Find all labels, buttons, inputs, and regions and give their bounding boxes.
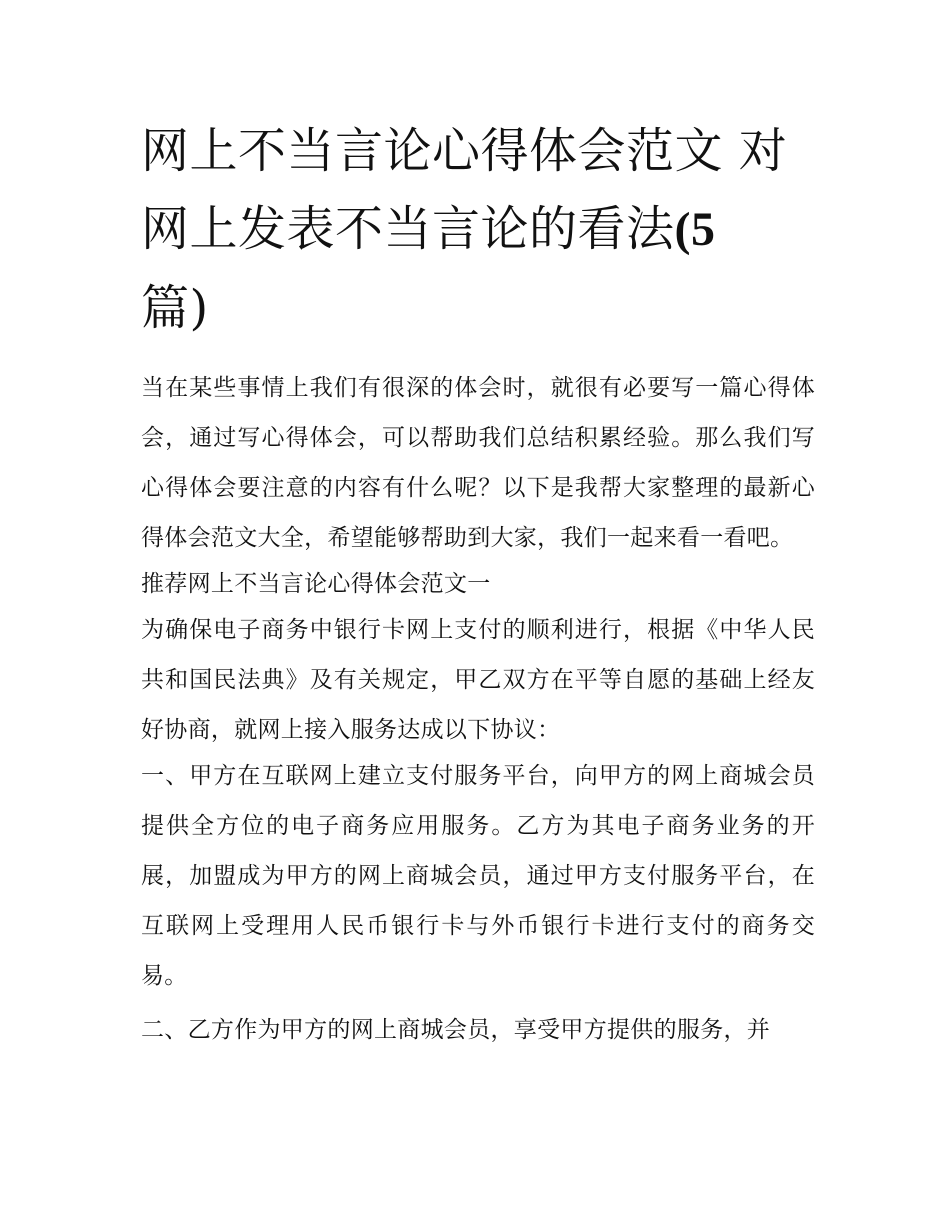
clause-two-paragraph: 二、乙方作为甲方的网上商城会员，享受甲方提供的服务，并 [141,1017,771,1043]
clause-one-paragraph: 一、甲方在互联网上建立支付服务平台，向甲方的网上商城会员提供全方位的电子商务应用服务。乙方为其电子商务业务的开展，加盟成为甲方的网上商城会员，通过甲方支付服务平台，在互联网上受理用人民币银行卡与外币银行卡进行支付的商务交易。 [141,763,815,989]
title-text-main: 网上不当言论心得体会范文 对网上发表不当言论的看法 [141,123,788,257]
title-text-end: 篇) [141,280,209,336]
section-heading: 推荐网上不当言论心得体会范文一 [141,571,491,597]
document-title [141,112,815,347]
document-page [141,112,815,1055]
title-text-count: (5 [674,203,716,256]
agreement-preamble-paragraph: 为确保电子商务中银行卡网上支付的顺利进行，根据《中华人民共和国民法典》及有关规定，甲乙双方在平等自愿的基础上经友好协商，就网上接入服务达成以下协议： [141,617,815,743]
intro-paragraph: 当在某些事情上我们有很深的体会时，就很有必要写一篇心得体会，通过写心得体会，可以帮助我们总结积累经验。那么我们写心得体会要注意的内容有什么呢？以下是我帮大家整理的最新心得体会范文大全，希望能够帮助到大家，我们一起来看一看吧。 [141,375,815,551]
document-body [141,363,815,1055]
